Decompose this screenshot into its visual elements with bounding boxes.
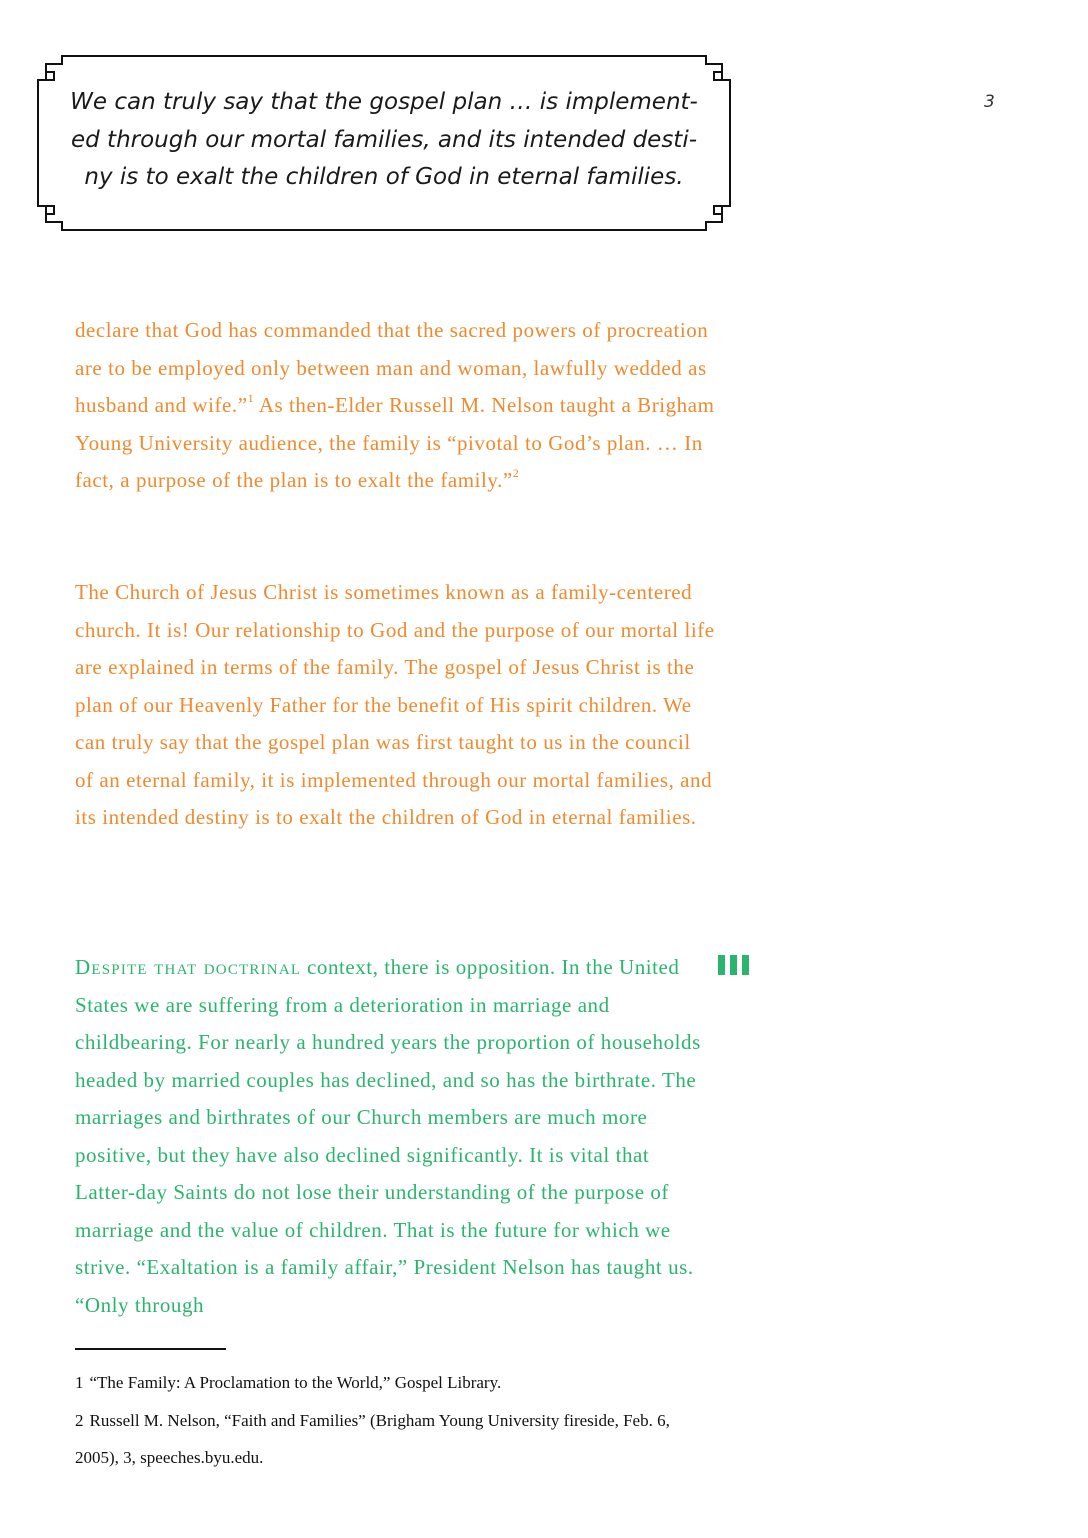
body-paragraph-2 bbox=[75, 574, 715, 837]
paragraph-text: context, there is opposition. In the United States we are suffering from a deterioration in marriage and childbearing. For nearly a hundred years the proportion of households headed by married couples has declined, and so has the birthrate. The marriages and birthrates of our Church members are much more positive, but they have also declined significantly. It is vital that Latter-day Saints do not lose their understanding of the purpose of marriage and the value of children. That is the future for which we strive. “Exaltation is a family affair,” President Nelson has taught us. “Only through bbox=[75, 955, 701, 1317]
footnote-text: Russell M. Nelson, “Faith and Families” (Brigham Young University fireside, Feb. 6, 2005), 3, speeches.byu.edu. bbox=[75, 1410, 670, 1467]
footnote-2 bbox=[75, 1402, 715, 1477]
body-paragraph-3 bbox=[75, 949, 715, 1324]
page-number: 3 bbox=[984, 92, 995, 112]
section-bars-icon bbox=[718, 955, 750, 975]
paragraph-text: declare that God has commanded that the sacred powers of procreation are to be employed only between man and woman, lawfully wedded as husband and wife.” bbox=[75, 318, 709, 417]
paragraph-text: As then-Elder Russell M. Nelson taught a Brigham Young University audience, the family is “pivotal to God’s plan. … In fact, a purpose of the plan is to exalt the family.” bbox=[75, 393, 715, 492]
footnote-divider bbox=[75, 1348, 226, 1350]
lead-in-smallcaps: Despite that doctrinal bbox=[75, 955, 302, 979]
footnote-ref-1[interactable]: 1 bbox=[247, 391, 255, 405]
pull-quote-box bbox=[36, 54, 732, 234]
footnotes bbox=[75, 1364, 715, 1477]
pull-quote-line: We can truly say that the gospel plan … is implement- bbox=[70, 89, 698, 115]
body-paragraph-1 bbox=[75, 312, 715, 500]
paragraph-text: The Church of Jesus Christ is sometimes known as a family-centered church. It is! Our relationship to God and the purpose of our mortal life are explained in terms of the family. The gospel of Jesus Christ is the plan of our Heavenly Father for the benefit of His spirit children. We can truly say that the gospel plan was first taught to us in the council of an eternal family, it is implemented through our mortal families, and its intended destiny is to exalt the children of God in eternal families. bbox=[75, 580, 715, 829]
pull-quote-line: ny is to exalt the children of God in eternal families. bbox=[84, 164, 684, 190]
footnote-text: “The Family: A Proclamation to the World,” Gospel Library. bbox=[89, 1373, 502, 1392]
pull-quote-text bbox=[68, 84, 700, 197]
footnote-1 bbox=[75, 1364, 715, 1402]
footnote-number: 1 bbox=[75, 1373, 84, 1392]
footnote-number: 2 bbox=[75, 1410, 84, 1430]
footnote-ref-2[interactable]: 2 bbox=[512, 466, 520, 480]
pull-quote-line: ed through our mortal families, and its intended desti- bbox=[70, 126, 698, 153]
